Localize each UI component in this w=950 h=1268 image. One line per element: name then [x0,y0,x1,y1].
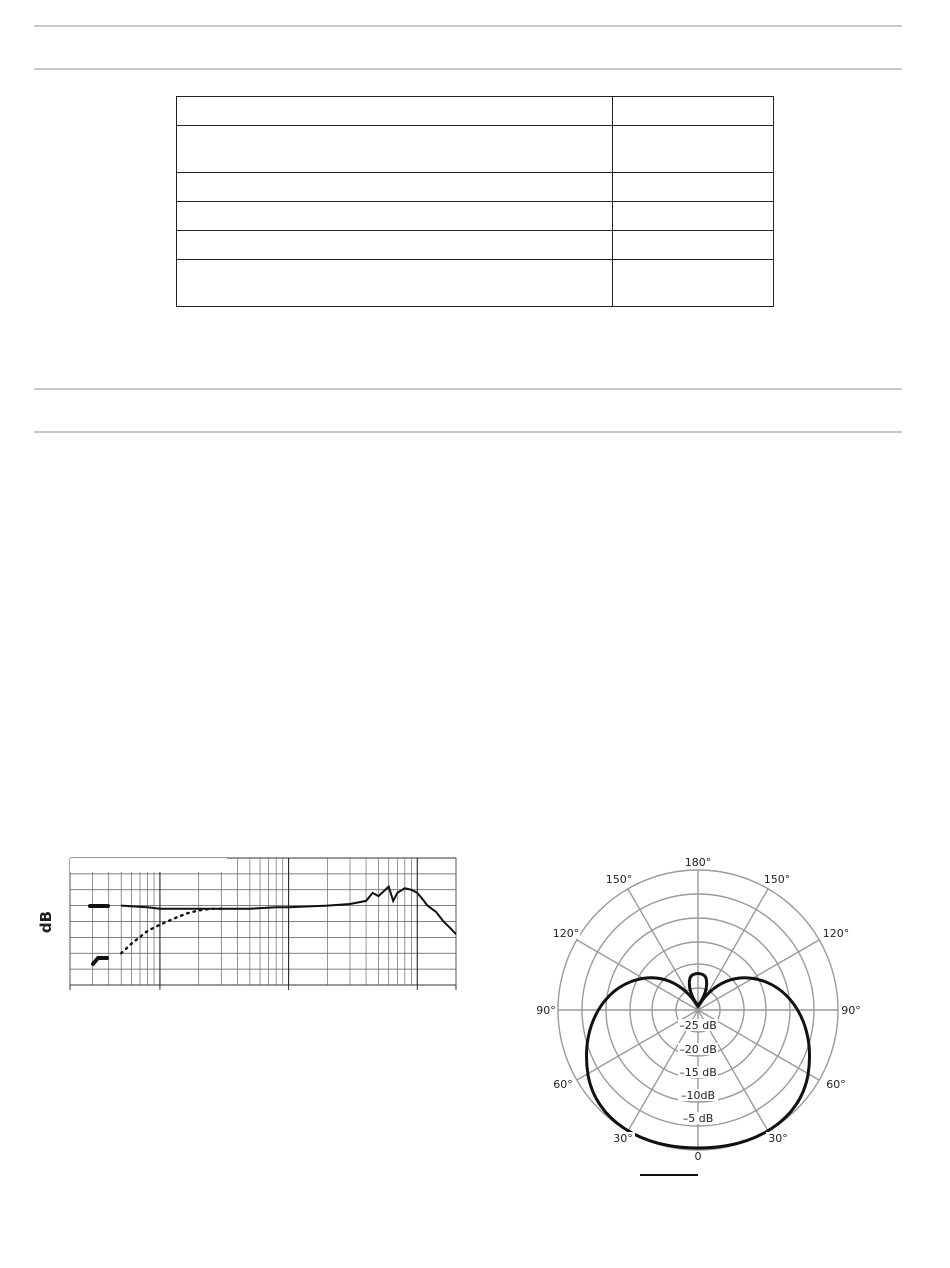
table-cell [612,260,773,307]
section-rule-top-1 [34,25,902,27]
legend-mask [70,858,227,872]
freq-ticks [70,985,456,990]
table-row [177,231,774,260]
legend-lowcut-icon [93,958,107,964]
ring-label-15: –15 dB [679,1066,717,1079]
angle-label-120-right: 120° [822,927,850,940]
section-rule-top-2 [34,68,902,70]
section-rule-mid-2 [34,431,902,433]
table-row [177,126,774,173]
table-cell [177,173,613,202]
angle-label-180: 180° [684,856,712,869]
ring-label-20: –20 dB [679,1043,717,1056]
freq-ylabel: dB [37,910,55,934]
response-curve-lowcut [121,909,221,954]
angle-label-90-right: 90° [841,1004,861,1017]
angle-label-120-left: 120° [552,927,580,940]
polar-pattern-chart [520,848,880,1188]
table-cell [177,126,613,173]
frequency-response-chart [30,848,470,998]
section-rule-mid-1 [34,388,902,390]
table-cell [177,202,613,231]
table-cell [612,126,773,173]
table-cell [177,231,613,260]
angle-label-90-left: 90° [536,1004,556,1017]
table-cell [612,173,773,202]
spec-table [176,96,774,307]
freq-grid [70,858,456,985]
angle-label-0: 0 [694,1150,702,1163]
ring-label-10: –10dB [680,1089,716,1102]
table-cell [612,231,773,260]
ring-label-5: –5 dB [682,1112,714,1125]
angle-label-30-right: 30° [768,1132,788,1145]
table-row [177,202,774,231]
table-cell [177,97,613,126]
ring-label-25: –25 dB [679,1019,717,1032]
table-row [177,173,774,202]
angle-label-30-left: 30° [613,1132,633,1145]
angle-label-150-right: 150° [763,873,791,886]
table-cell [177,260,613,307]
angle-label-60-left: 60° [553,1078,573,1091]
table-cell [612,97,773,126]
angle-label-150-left: 150° [605,873,633,886]
table-row [177,97,774,126]
table-cell [612,202,773,231]
angle-label-60-right: 60° [826,1078,846,1091]
table-row [177,260,774,307]
